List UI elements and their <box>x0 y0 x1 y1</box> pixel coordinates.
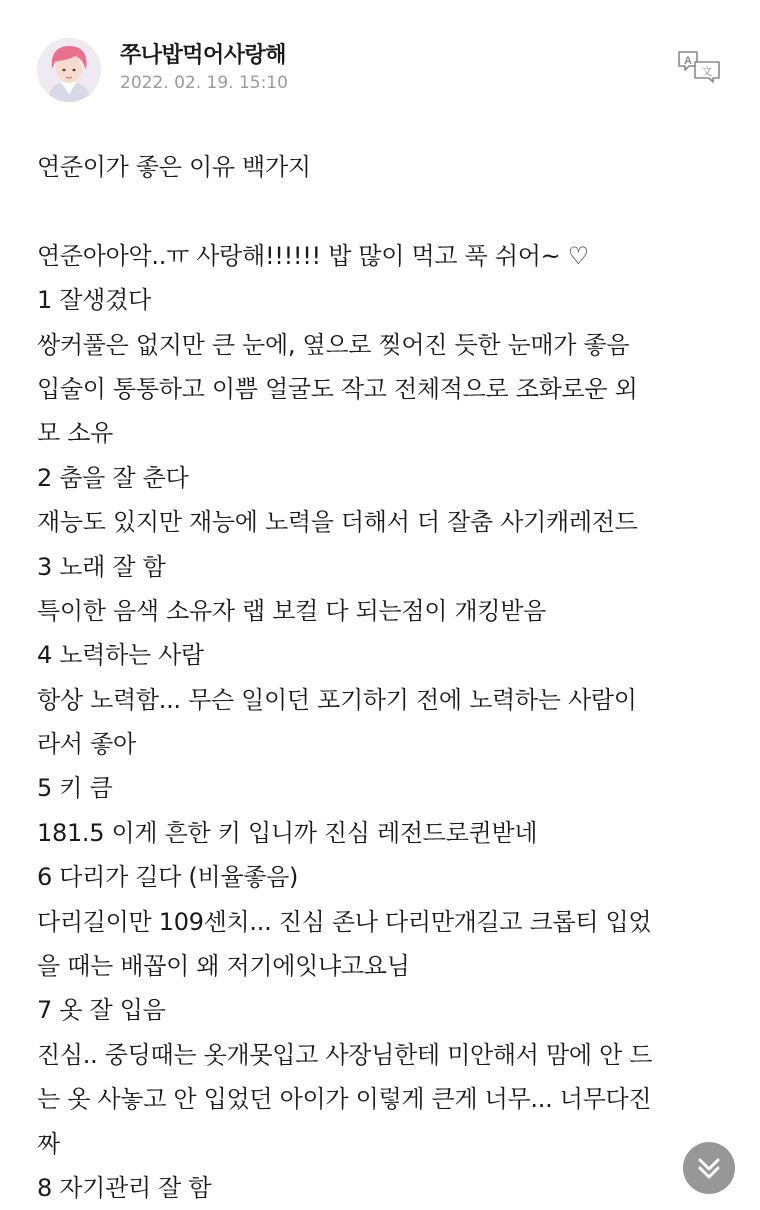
spacer <box>37 189 727 233</box>
text-line: 특이한 음색 소유자 랩 보컬 다 되는점이 개킹받음 <box>37 596 546 625</box>
text-line: 라서 좋아 <box>37 730 136 759</box>
text-line: 항상 노력함... 무슨 일이던 포기하기 전에 노력하는 사람이 <box>37 685 637 714</box>
text-line: 4 노력하는 사람 <box>37 641 204 670</box>
avatar[interactable] <box>37 38 101 102</box>
translate-icon <box>676 50 722 84</box>
text-line: 7 옷 잘 입음 <box>37 996 166 1025</box>
text-line: 연준아아악..ㅠ 사랑해!!!!!! 밥 많이 먹고 푹 쉬어~ ♡ <box>37 241 589 270</box>
author-name[interactable]: 쭈나밥먹어사랑해 <box>120 43 287 68</box>
text-line: 짜 <box>37 1129 60 1158</box>
post-title: 연준이가 좋은 이유 백가지 <box>37 153 311 181</box>
text-line: 을 때는 배꼽이 왜 저기에잇냐고요님 <box>37 952 410 981</box>
scroll-down-button[interactable] <box>683 1142 735 1194</box>
text-line: 입술이 통통하고 이쁨 얼굴도 작고 전체적으로 조화로운 외 <box>37 374 638 403</box>
svg-text:A: A <box>684 55 692 67</box>
avatar-photo <box>37 38 101 102</box>
text-line: 2 춤을 잘 춘다 <box>37 463 189 492</box>
translate-button[interactable] <box>676 50 722 84</box>
text-line: 8 자기관리 잘 함 <box>37 1173 212 1202</box>
text-line: 3 노래 잘 함 <box>37 552 166 581</box>
text-line: 재능도 있지만 재능에 노력을 더해서 더 잘춤 사기캐레전드 <box>37 508 638 537</box>
double-chevron-down-icon <box>683 1142 735 1194</box>
text-line: 는 옷 사놓고 안 입었던 아이가 이렇게 큰게 너무... 너무다진 <box>37 1085 652 1114</box>
text-line: 쌍커풀은 없지만 큰 눈에, 옆으로 찢어진 듯한 눈매가 좋음 <box>37 330 630 359</box>
svg-text:文: 文 <box>701 66 713 78</box>
post-timestamp: 2022. 02. 19. 15:10 <box>120 73 288 93</box>
post-text <box>37 234 727 1210</box>
text-line: 6 다리가 길다 (비율좋음) <box>37 863 299 892</box>
post-header <box>0 0 760 130</box>
post-body <box>37 145 727 1210</box>
text-line: 모 소유 <box>37 419 113 448</box>
text-line: 5 키 큼 <box>37 774 113 803</box>
text-line: 181.5 이게 흔한 키 입니까 진심 레전드로퀸받네 <box>37 818 538 847</box>
text-line: 다리길이만 109센치... 진심 존나 다리만개길고 크롭티 입었 <box>37 907 652 936</box>
text-line: 진심.. 중딩때는 옷개못입고 사장님한테 미안해서 맘에 안 드 <box>37 1040 653 1069</box>
text-line: 1 잘생겼다 <box>37 286 151 315</box>
